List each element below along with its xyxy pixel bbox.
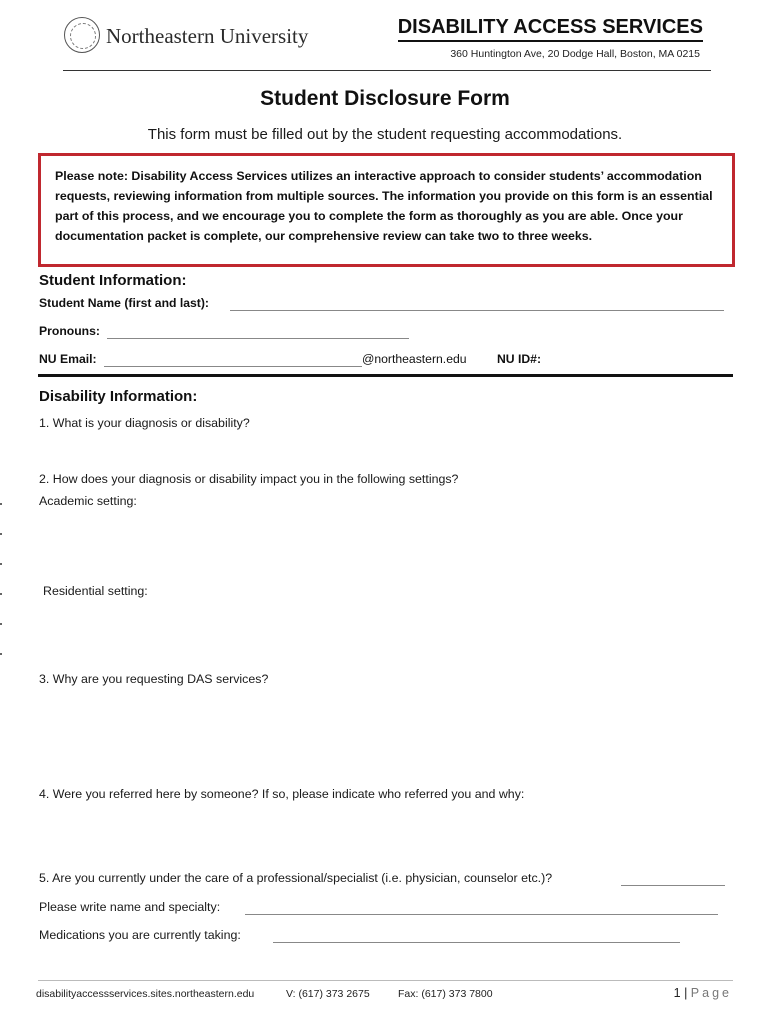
margin-mark	[0, 623, 2, 625]
email-domain: @northeastern.edu	[362, 352, 467, 366]
student-name-label: Student Name (first and last):	[39, 296, 209, 310]
disability-info-heading: Disability Information:	[39, 388, 198, 405]
question-4: 4. Were you referred here by someone? If so, please indicate who referred you and why:	[39, 787, 525, 801]
care-answer-field[interactable]	[621, 885, 725, 886]
page-number	[674, 986, 732, 1000]
margin-mark	[0, 563, 2, 565]
margin-mark	[0, 503, 2, 505]
student-info-heading: Student Information:	[39, 272, 187, 289]
footer-phone: V: (617) 373 2675	[286, 988, 370, 1000]
footer-website: disabilityaccessservices.sites.northeastern.edu	[36, 988, 255, 1000]
academic-setting-label: Academic setting:	[39, 494, 137, 508]
question-5: 5. Are you currently under the care of a professional/specialist (i.e. physician, counselor etc.)?	[39, 871, 553, 885]
name-specialty-label: Please write name and specialty:	[39, 900, 221, 914]
university-seal-icon	[64, 17, 100, 53]
pronouns-label: Pronouns:	[39, 324, 100, 338]
footer-divider	[38, 980, 733, 981]
student-name-field[interactable]	[230, 310, 724, 311]
page-word: Page	[690, 986, 732, 1000]
residential-setting-label: Residential setting:	[43, 584, 148, 598]
section-divider	[38, 374, 733, 377]
question-3: 3. Why are you requesting DAS services?	[39, 672, 269, 686]
question-2: 2. How does your diagnosis or disability impact you in the following settings?	[39, 472, 459, 486]
page-separator: |	[684, 986, 688, 1000]
email-field[interactable]	[104, 366, 362, 367]
department-title: DISABILITY ACCESS SERVICES	[398, 16, 703, 42]
form-subtitle: This form must be filled out by the student requesting accommodations.	[147, 126, 623, 143]
email-label: NU Email:	[39, 352, 97, 366]
form-title: Student Disclosure Form	[260, 87, 510, 110]
question-1: 1. What is your diagnosis or disability?	[39, 416, 250, 430]
medications-field[interactable]	[273, 942, 680, 943]
page-number-value: 1	[673, 986, 681, 1000]
name-specialty-field[interactable]	[245, 914, 718, 915]
nu-id-label: NU ID#:	[497, 352, 542, 366]
medications-label: Medications you are currently taking:	[39, 928, 241, 942]
margin-mark	[0, 593, 2, 595]
footer-fax: Fax: (617) 373 7800	[398, 988, 493, 1000]
header-divider	[63, 70, 711, 71]
margin-mark	[0, 533, 2, 535]
note-box	[38, 153, 735, 267]
university-name: Northeastern University	[106, 24, 309, 48]
department-address: 360 Huntington Ave, 20 Dodge Hall, Boston, MA 0215	[450, 48, 700, 60]
margin-mark	[0, 653, 2, 655]
note-text: Please note: Disability Access Services utilizes an interactive approach to consider students’ accommodation requests, reviewing information from multiple sources. The information you provide on this form is an essential part of this process, and we encourage you to complete the form as thoroughly as you are able. Once your documentation packet is complete, our comprehensive review can take two to three weeks.	[55, 169, 713, 243]
pronouns-field[interactable]	[107, 338, 409, 339]
